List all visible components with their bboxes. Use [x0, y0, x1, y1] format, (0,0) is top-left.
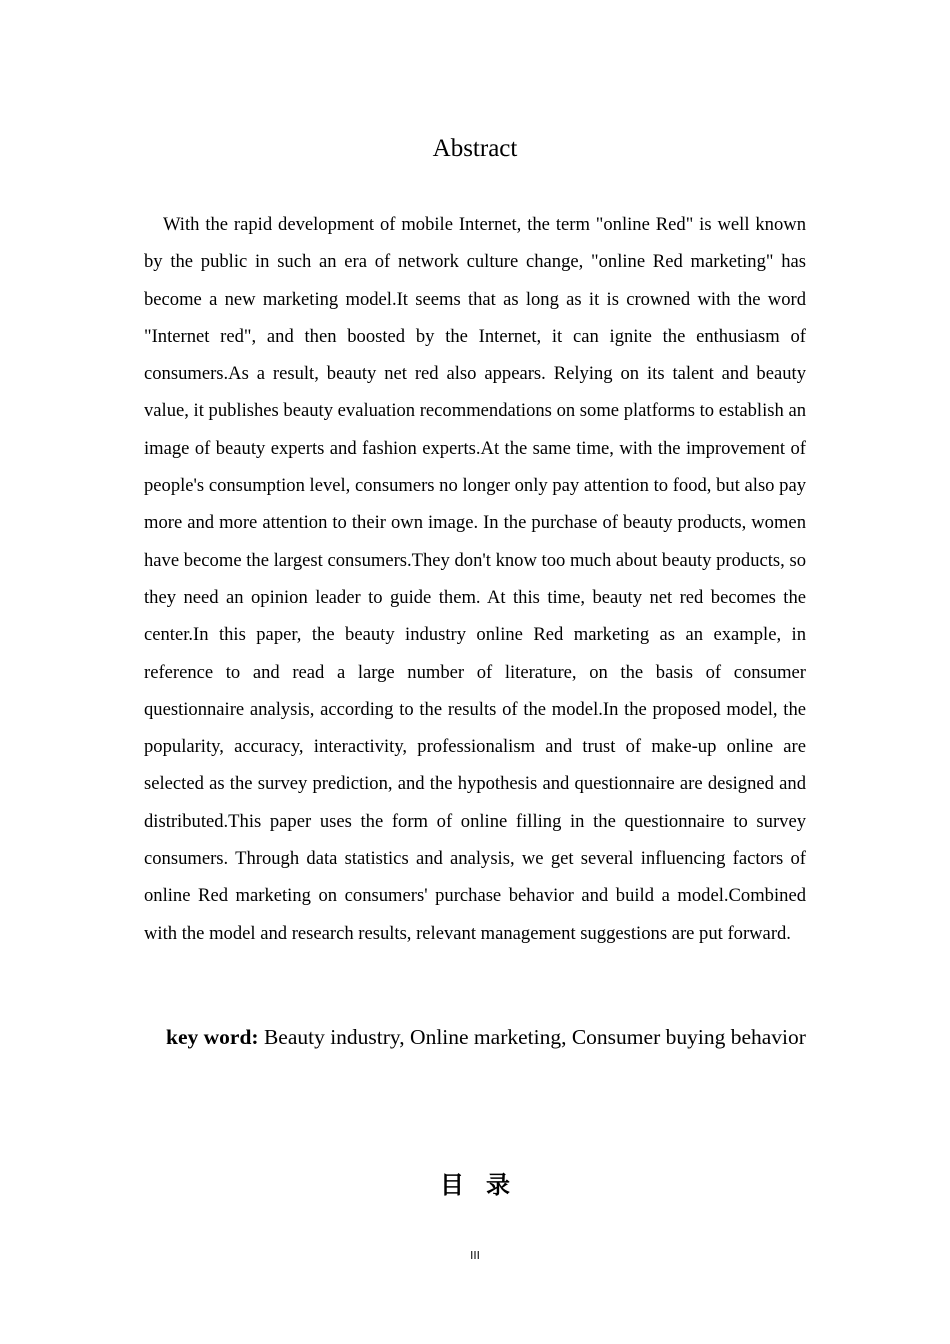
abstract-paragraph: With the rapid development of mobile Internet, the term "online Red" is well known by the public in such an era of network culture change, "online Red marketing" has become a new marketing model.It seems that as long as it is crowned with the word "Internet red", and then boosted by the Internet, it can ignite the enthusiasm of consumers.As a result, beauty net red also appears. Relying on its talent and beauty value, it publishes beauty evaluation recommendations on some platforms to establish an image of beauty experts and fashion experts.At the same time, with the improvement of people's consumption level, consumers no longer only pay attention to food, but also pay more and more attention to their own image. In the purchase of beauty products, women have become the largest consumers.They don't know too much about beauty products, so they need an opinion leader to guide them. At this time, beauty net red becomes the center.In this paper, the beauty industry online Red marketing as an example, in reference to and read a large number of literature, on the basis of consumer questionnaire analysis, according to the results of the model.In the proposed model, the popularity, accuracy, interactivity, professionalism and trust of make-up online are selected as the survey prediction, and the hypothesis and questionnaire are designed and distributed.This paper uses the form of online filling in the questionnaire to survey consumers. Through data statistics and analysis, we get several influencing factors of online Red marketing on consumers' purchase behavior and build a model.Combined with the model and research results, relevant management suggestions are put forward. — [144, 214, 806, 944]
table-of-contents-heading: 目录 — [440, 1171, 532, 1199]
keywords-paragraph — [144, 1000, 806, 1074]
keywords-label: key word: — [166, 1025, 259, 1049]
abstract-heading: Abstract — [432, 135, 518, 162]
keywords-text: Beauty industry, Online marketing, Consumer buying behavior — [258, 1025, 806, 1049]
page-number: III — [470, 1249, 480, 1262]
